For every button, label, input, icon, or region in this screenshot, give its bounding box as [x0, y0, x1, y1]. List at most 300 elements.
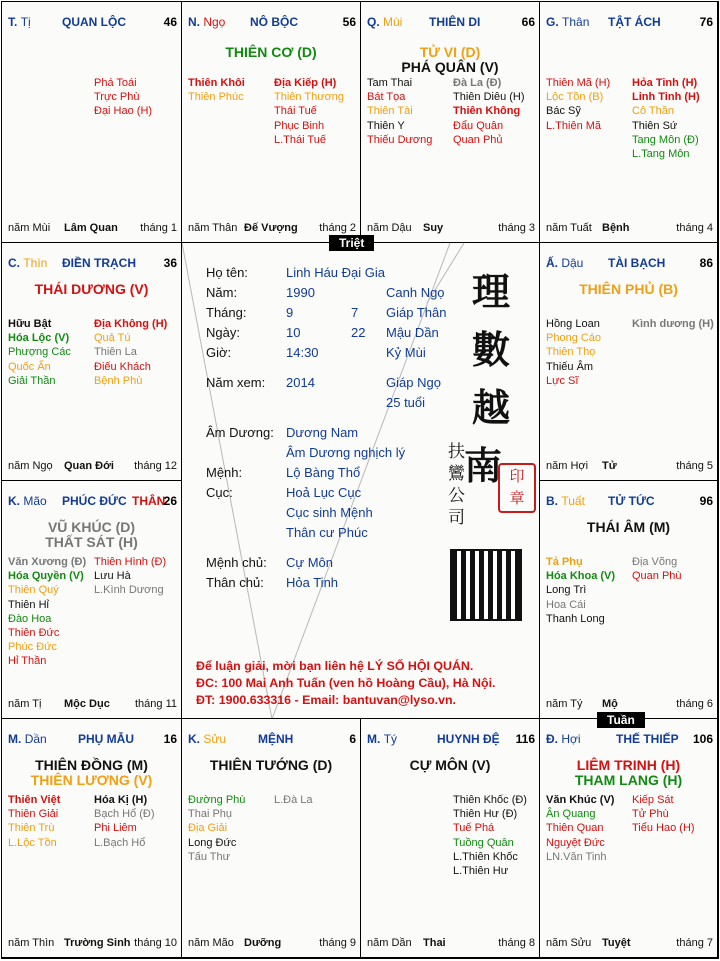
palace-header	[188, 732, 356, 748]
minor-star[interactable]: Điếu Khách	[94, 360, 151, 373]
minor-star[interactable]: Thiên Quý	[8, 584, 59, 597]
palace-footer	[546, 698, 713, 712]
tuan-tag: Tuần	[597, 712, 645, 728]
minor-star[interactable]: Phúc Đức	[8, 641, 57, 654]
minor-star[interactable]: Thiên Khốc (Đ)	[453, 794, 527, 806]
minor-star[interactable]: Bệnh Phù	[94, 374, 143, 387]
palace-branch: Ngọ	[203, 15, 226, 29]
minor-star[interactable]: LN.Văn Tinh	[546, 850, 607, 863]
minor-star[interactable]: Đường Phù	[188, 794, 246, 806]
minor-star[interactable]: Văn Khúc (V)	[546, 794, 615, 806]
main-star[interactable]: CỰ MÔN (V)	[409, 757, 491, 773]
minor-star[interactable]: Thiên Quan	[546, 822, 604, 835]
minor-star[interactable]: Hồng Loan	[546, 318, 600, 330]
palace-stem: K.	[188, 732, 200, 746]
palace-name: MỆNH	[258, 732, 294, 746]
minor-star[interactable]: Trực Phù	[94, 91, 140, 104]
palace-branch: Tý	[383, 732, 398, 746]
minor-star[interactable]: Thiên Không	[453, 105, 521, 118]
palace-mao[interactable]	[2, 481, 182, 719]
minor-star[interactable]: Hoa Cái	[546, 598, 586, 611]
palace-name: THIÊN DI	[429, 15, 481, 29]
info-row	[206, 265, 456, 283]
minor-star[interactable]: Tam Thai	[367, 77, 413, 89]
minor-stars-right	[632, 317, 714, 331]
minor-star[interactable]: Hóa Lộc (V)	[8, 332, 70, 345]
palace-month: tháng 8	[498, 937, 535, 949]
palace-branch: Mùi	[383, 15, 403, 29]
palace-header	[546, 494, 713, 510]
calligraphy-char: 數	[472, 327, 511, 372]
minor-star[interactable]: Long Trì	[546, 584, 587, 597]
minor-star[interactable]: L.Đà La	[274, 794, 313, 806]
main-star[interactable]: THIÊN TƯỚNG (D)	[209, 757, 333, 773]
info-value-canchi: Kỷ Mùi	[386, 345, 426, 360]
minor-star[interactable]: Phong Cáo	[546, 332, 602, 345]
palace-branch: Tị	[20, 15, 31, 29]
contact-line: ĐC: 100 Mai Anh Tuấn (ven hồ Hoàng Cầu), Hà Nội.	[196, 676, 496, 690]
palace-age: 96	[699, 494, 713, 508]
minor-star[interactable]: Lưu Hà	[94, 570, 131, 583]
palace-name: TỬ TỨC	[608, 494, 655, 508]
palace-footer	[367, 222, 535, 236]
info-value-canchi: Mậu Dần	[386, 325, 439, 340]
minor-star[interactable]: Lực Sĩ	[546, 374, 579, 387]
minor-star[interactable]: Bạch Hổ (Đ)	[94, 808, 155, 821]
palace-phase: Đế Vượng	[244, 222, 298, 234]
minor-star[interactable]: Quan Phù	[632, 570, 682, 583]
minor-star[interactable]: L.Tang Môn	[632, 147, 690, 160]
info-value: 2014	[286, 375, 315, 390]
minor-stars-right	[94, 555, 166, 598]
palace-phase: Tử	[602, 460, 617, 472]
info-row	[206, 555, 456, 573]
info-value-canchi: Giáp Thân	[386, 305, 447, 320]
palace-branch: Hợi	[561, 732, 581, 746]
palace-age: 36	[163, 256, 177, 270]
main-star[interactable]: THÁI DƯƠNG (V)	[34, 281, 149, 297]
minor-stars-right	[453, 793, 527, 878]
palace-name: HUYNH ĐỆ	[437, 732, 500, 746]
minor-stars-left	[8, 555, 86, 669]
palace-phase: Trường Sinh	[64, 937, 131, 949]
info-row	[206, 575, 456, 593]
palace-year: năm Mão	[188, 937, 234, 949]
minor-star[interactable]: Tang Môn (Đ)	[632, 133, 699, 146]
minor-stars-right	[632, 555, 682, 583]
palace-month: tháng 1	[140, 222, 177, 234]
palace-stem: Ấ.	[546, 256, 558, 270]
minor-star[interactable]: Tấu Thư	[188, 850, 231, 863]
minor-star[interactable]: Nguyệt Đức	[546, 836, 605, 849]
minor-star[interactable]: Hữu Bật	[8, 318, 52, 330]
palace-stem: G.	[546, 15, 559, 29]
palace-stem: Đ.	[546, 732, 558, 746]
minor-star[interactable]: L.Thiên Hư	[453, 864, 509, 877]
palace-phase: Mộc Dục	[64, 698, 110, 710]
minor-star[interactable]: Kiếp Sát	[632, 794, 674, 806]
palace-age: 86	[699, 256, 713, 270]
main-star[interactable]: VŨ KHÚC (D)	[47, 519, 136, 535]
minor-star[interactable]: L.Lộc Tồn	[8, 836, 57, 849]
minor-star[interactable]: Thái Tuế	[274, 105, 317, 118]
palace-stem: C.	[8, 256, 20, 270]
palace-branch: Sửu	[203, 732, 227, 746]
palace-phase: Mộ	[602, 698, 618, 710]
minor-stars-right	[94, 793, 155, 850]
minor-star[interactable]: Hóa Quyền (V)	[8, 570, 84, 583]
palace-year: năm Mùi	[8, 222, 51, 234]
minor-star[interactable]: Tuồng Quân	[453, 836, 514, 849]
minor-star[interactable]: Đại Hao (H)	[94, 105, 153, 118]
main-star[interactable]: THẤT SÁT (H)	[45, 534, 138, 550]
palace-phase: Tuyệt	[602, 937, 631, 949]
minor-star[interactable]: Tuế Phá	[453, 822, 495, 835]
palace-month: tháng 2	[319, 222, 356, 234]
minor-star[interactable]: Thiên Thương	[274, 91, 345, 104]
minor-star[interactable]: Giải Thần	[8, 374, 56, 387]
minor-star[interactable]: Lộc Tồn (B)	[546, 91, 604, 104]
palace-branch: Mão	[23, 494, 47, 508]
info-value-canchi: Canh Ngọ	[386, 285, 445, 300]
minor-stars-left	[188, 76, 245, 104]
minor-star[interactable]: Phục Binh	[274, 119, 325, 132]
palace-footer	[188, 937, 356, 951]
minor-star[interactable]: Thiên Hư (Đ)	[453, 808, 518, 821]
palace-phase: Lâm Quan	[64, 222, 118, 234]
info-label: Họ tên:	[206, 265, 248, 280]
minor-star[interactable]: Thiên Hình (Đ)	[94, 556, 167, 568]
palace-stem: K.	[8, 494, 20, 508]
main-star[interactable]: THÁI ÂM (M)	[586, 519, 671, 535]
info-value: 1990	[286, 285, 315, 300]
palace-stem: M.	[367, 732, 381, 746]
palace-year: năm Sửu	[546, 937, 592, 949]
palace-phase: Quan Đới	[64, 460, 114, 472]
info-row	[206, 445, 456, 463]
minor-star[interactable]: Thiên Khôi	[188, 77, 245, 89]
palace-hoi[interactable]	[540, 719, 718, 958]
minor-star[interactable]: Thiên Phúc	[188, 91, 244, 104]
info-label: Ngày:	[206, 325, 240, 340]
palace-header	[188, 15, 356, 31]
palace-phase: Dưỡng	[244, 937, 282, 949]
info-value: Dương Nam	[286, 425, 359, 440]
minor-star[interactable]: Địa Giải	[188, 822, 228, 835]
palace-name: TÀI BẠCH	[608, 256, 666, 270]
minor-stars-right	[94, 76, 152, 119]
calligraphy-char: 越	[472, 385, 511, 430]
main-star[interactable]: PHÁ QUÂN (V)	[401, 59, 499, 75]
palace-age: 16	[163, 732, 177, 746]
palace-month: tháng 5	[676, 460, 713, 472]
palace-year: năm Hợi	[546, 460, 589, 472]
palace-footer	[8, 222, 177, 236]
minor-star[interactable]: Đào Hoa	[8, 612, 52, 625]
palace-dan[interactable]	[2, 719, 182, 958]
palace-header	[546, 15, 713, 31]
palace-footer	[367, 937, 535, 951]
palace-year: năm Dần	[367, 937, 412, 949]
red-seal-icon: 印 章	[498, 463, 536, 513]
info-row	[206, 345, 456, 363]
palace-year: năm Tý	[546, 698, 583, 710]
palace-age: 116	[515, 732, 535, 746]
minor-star[interactable]: Phá Toái	[94, 77, 137, 89]
palace-mui[interactable]	[361, 2, 540, 243]
minor-star[interactable]: Thiên Sứ	[632, 119, 678, 132]
palace-header	[8, 256, 177, 272]
palace-than-marker: THÂN	[132, 494, 166, 508]
minor-star[interactable]: L.Thái Tuế	[274, 133, 326, 146]
info-value: Thân cư Phúc	[286, 525, 368, 540]
palace-ti[interactable]	[2, 2, 182, 243]
palace-header	[367, 15, 535, 31]
palace-phase: Bệnh	[602, 222, 630, 234]
palace-year: năm Tuất	[546, 222, 592, 234]
main-star[interactable]: THAM LANG (H)	[574, 772, 683, 788]
minor-stars-right	[274, 76, 344, 147]
minor-star[interactable]: Bác Sỹ	[546, 105, 581, 118]
palace-age: 66	[521, 15, 535, 29]
palace-year: năm Tị	[8, 698, 42, 710]
palace-stem: B.	[546, 494, 558, 508]
palace-branch: Tuất	[561, 494, 585, 508]
minor-star[interactable]: Tử Phù	[632, 808, 669, 821]
info-row	[206, 485, 456, 503]
info-row	[206, 325, 456, 343]
info-value-lunar: 7	[351, 305, 359, 320]
palace-stem: M.	[8, 732, 22, 746]
minor-stars-left	[546, 76, 610, 133]
palace-branch: Dậu	[561, 256, 584, 270]
palace-footer	[8, 698, 177, 712]
minor-star[interactable]: L.Thiên Khốc	[453, 850, 518, 863]
info-label: Năm xem:	[206, 375, 266, 390]
minor-star[interactable]: Địa Kiếp (H)	[274, 77, 337, 89]
palace-header	[8, 732, 177, 748]
minor-star[interactable]: Thiên Giải	[8, 808, 59, 821]
minor-star[interactable]: Kình dương (H)	[632, 318, 714, 330]
palace-name: ĐIỀN TRẠCH	[62, 256, 136, 270]
seal-side-char: 鸞	[448, 464, 465, 484]
info-value: Linh Háu Đại Gia	[286, 265, 385, 280]
minor-star[interactable]: L.Thiên Mã	[546, 119, 602, 132]
palace-age: 106	[692, 732, 713, 746]
minor-stars-right	[94, 317, 167, 388]
info-label: Tháng:	[206, 305, 247, 320]
palace-dau[interactable]	[540, 243, 718, 481]
palace-tuat[interactable]	[540, 481, 718, 719]
palace-header	[546, 732, 713, 748]
palace-footer	[8, 937, 177, 951]
seal-side-char: 司	[448, 508, 465, 528]
contact-line: Để luận giải, mời bạn liên hệ LÝ SỐ HỘI QUÁN.	[196, 659, 474, 673]
minor-star[interactable]: Văn Xương (Đ)	[8, 556, 87, 568]
palace-age: 56	[342, 15, 356, 29]
palace-month: tháng 9	[319, 937, 356, 949]
palace-name: NÔ BỘC	[250, 15, 298, 29]
center-info-panel	[182, 243, 540, 719]
info-row	[206, 465, 456, 483]
info-row	[206, 525, 456, 543]
info-row	[206, 425, 456, 443]
main-star[interactable]: THIÊN LƯƠNG (V)	[30, 772, 153, 788]
minor-star[interactable]: Quả Tú	[94, 332, 131, 345]
palace-age: 6	[349, 732, 356, 746]
minor-star[interactable]: Hỉ Thần	[8, 655, 47, 668]
triet-tag: Triệt	[329, 235, 374, 251]
minor-star[interactable]: Quốc Ấn	[8, 360, 51, 373]
palace-month: tháng 11	[134, 698, 177, 710]
minor-star[interactable]: Thanh Long	[546, 612, 605, 625]
info-value-canchi: 25 tuổi	[386, 395, 426, 410]
minor-stars-left	[546, 793, 614, 864]
calligraphy-char: 理	[472, 269, 511, 314]
palace-name: THẾ THIẾP	[616, 732, 679, 746]
minor-star[interactable]: Thiên Y	[367, 119, 405, 132]
minor-star[interactable]: Thiên Mã (H)	[546, 77, 611, 89]
qr-code-icon[interactable]	[452, 551, 520, 619]
palace-year: năm Thân	[188, 222, 238, 234]
info-value: Cục sinh Mệnh	[286, 505, 373, 520]
minor-star[interactable]: Ân Quang	[546, 808, 596, 821]
palace-footer	[8, 460, 177, 474]
minor-star[interactable]: Thiên Trù	[8, 822, 55, 835]
palace-header	[367, 732, 535, 748]
minor-stars-left	[367, 76, 432, 147]
seal-side-char: 公	[448, 486, 465, 506]
info-value: Hỏa Tinh	[286, 575, 339, 590]
palace-month: tháng 12	[134, 460, 177, 472]
palace-header	[8, 15, 177, 31]
palace-stem: T.	[8, 15, 18, 29]
info-label: Cục:	[206, 485, 233, 500]
palace-age: 46	[163, 15, 177, 29]
minor-star[interactable]: Linh Tinh (H)	[632, 91, 700, 104]
minor-star[interactable]: Long Đức	[188, 836, 237, 849]
palace-month: tháng 3	[498, 222, 535, 234]
minor-star[interactable]: Thiên La	[94, 346, 137, 359]
info-label: Năm:	[206, 285, 238, 300]
minor-stars-right	[632, 76, 700, 161]
minor-star[interactable]: Thai Phụ	[188, 808, 233, 821]
main-star[interactable]: TỬ VI (D)	[419, 44, 481, 60]
palace-age: 26	[163, 494, 177, 508]
minor-star[interactable]: Hóa Kị (H)	[94, 794, 148, 806]
palace-phase: Suy	[423, 222, 444, 234]
minor-star[interactable]: Đà La (Đ)	[453, 77, 502, 89]
info-label: Giờ:	[206, 345, 232, 360]
info-row	[206, 505, 456, 523]
palace-suu[interactable]	[182, 719, 361, 958]
palace-ty[interactable]	[361, 719, 540, 958]
palace-month: tháng 7	[676, 937, 713, 949]
minor-star[interactable]: Thiếu Dương	[367, 133, 433, 146]
palace-footer	[546, 222, 713, 236]
palace-footer	[188, 222, 356, 236]
minor-star[interactable]: Cô Thần	[632, 105, 674, 118]
palace-name: PHÚC ĐỨC	[62, 494, 127, 508]
minor-star[interactable]: Thiếu Âm	[546, 360, 594, 373]
info-value: 10	[286, 325, 301, 340]
main-star[interactable]: THIÊN PHỦ (B)	[579, 281, 678, 297]
palace-year: năm Thìn	[8, 937, 55, 949]
minor-star[interactable]: Thiên Diêu (H)	[453, 91, 525, 104]
info-row	[206, 285, 456, 303]
minor-star[interactable]: Hóa Khoa (V)	[546, 570, 616, 583]
minor-star[interactable]: Tả Phụ	[546, 556, 583, 568]
info-row	[206, 395, 456, 413]
minor-star[interactable]: Thiên Thọ	[546, 346, 596, 359]
palace-phase: Thai	[423, 937, 446, 949]
info-label: Âm Dương:	[206, 425, 274, 440]
main-star[interactable]: LIÊM TRINH (H)	[576, 757, 681, 773]
minor-star[interactable]: Địa Không (H)	[94, 318, 168, 330]
palace-name: QUAN LỘC	[62, 15, 126, 29]
minor-star[interactable]: Thiên Tài	[367, 105, 413, 118]
minor-star[interactable]: Thiên Đức	[8, 626, 60, 639]
palace-thin[interactable]	[2, 243, 182, 481]
info-label: Mệnh chủ:	[206, 555, 267, 570]
info-value: Hoả Lục Cục	[286, 485, 362, 500]
minor-stars-right	[453, 76, 525, 147]
palace-name: TẬT ÁCH	[608, 15, 661, 29]
minor-star[interactable]: Quan Phủ	[453, 133, 503, 146]
palace-ngo[interactable]	[182, 2, 361, 243]
palace-header	[546, 256, 713, 272]
minor-star[interactable]: Thiên Việt	[8, 794, 61, 806]
minor-star[interactable]: L.Kình Dương	[94, 584, 164, 597]
palace-branch: Thân	[562, 15, 590, 29]
minor-star[interactable]: Hỏa Tinh (H)	[632, 77, 698, 89]
minor-star[interactable]: Thiên Hỉ	[8, 598, 49, 611]
minor-star[interactable]: L.Bạch Hổ	[94, 836, 146, 849]
info-value: 14:30	[286, 345, 319, 360]
tu-vi-chart	[1, 1, 719, 959]
palace-header	[8, 494, 177, 510]
main-star[interactable]: THIÊN ĐỒNG (M)	[35, 757, 148, 773]
palace-month: tháng 4	[676, 222, 713, 234]
palace-stem: Q.	[367, 15, 380, 29]
palace-branch: Dần	[24, 732, 47, 746]
palace-than[interactable]	[540, 2, 718, 243]
info-value-lunar: 22	[351, 325, 366, 340]
contact-line[interactable]: ĐT: 1900.633316 - Email: bantuvan@lyso.vn.	[196, 693, 456, 707]
info-value: 9	[286, 305, 294, 320]
palace-name: PHỤ MẪU	[78, 732, 134, 746]
palace-month: tháng 10	[134, 937, 177, 949]
minor-stars-left	[546, 555, 615, 626]
minor-star[interactable]: Bát Tọa	[367, 91, 406, 104]
minor-stars-left	[8, 793, 60, 850]
palace-year: năm Ngọ	[8, 460, 53, 472]
minor-stars-left	[546, 317, 601, 388]
minor-star[interactable]: Tiểu Hao (H)	[632, 822, 695, 835]
minor-star[interactable]: Đẩu Quân	[453, 119, 504, 132]
minor-star[interactable]: Phi Liêm	[94, 822, 137, 835]
palace-month: tháng 6	[676, 698, 713, 710]
minor-stars-left	[8, 317, 71, 388]
palace-footer	[546, 460, 713, 474]
main-star[interactable]: THIÊN CƠ (D)	[225, 44, 317, 60]
info-row	[206, 305, 456, 323]
palace-footer	[546, 937, 713, 951]
calligraphy-char: 南	[464, 443, 503, 488]
minor-star[interactable]: Địa Võng	[632, 556, 678, 568]
info-value: Lộ Bàng Thổ	[286, 465, 361, 480]
minor-star[interactable]: Phượng Các	[8, 346, 71, 359]
